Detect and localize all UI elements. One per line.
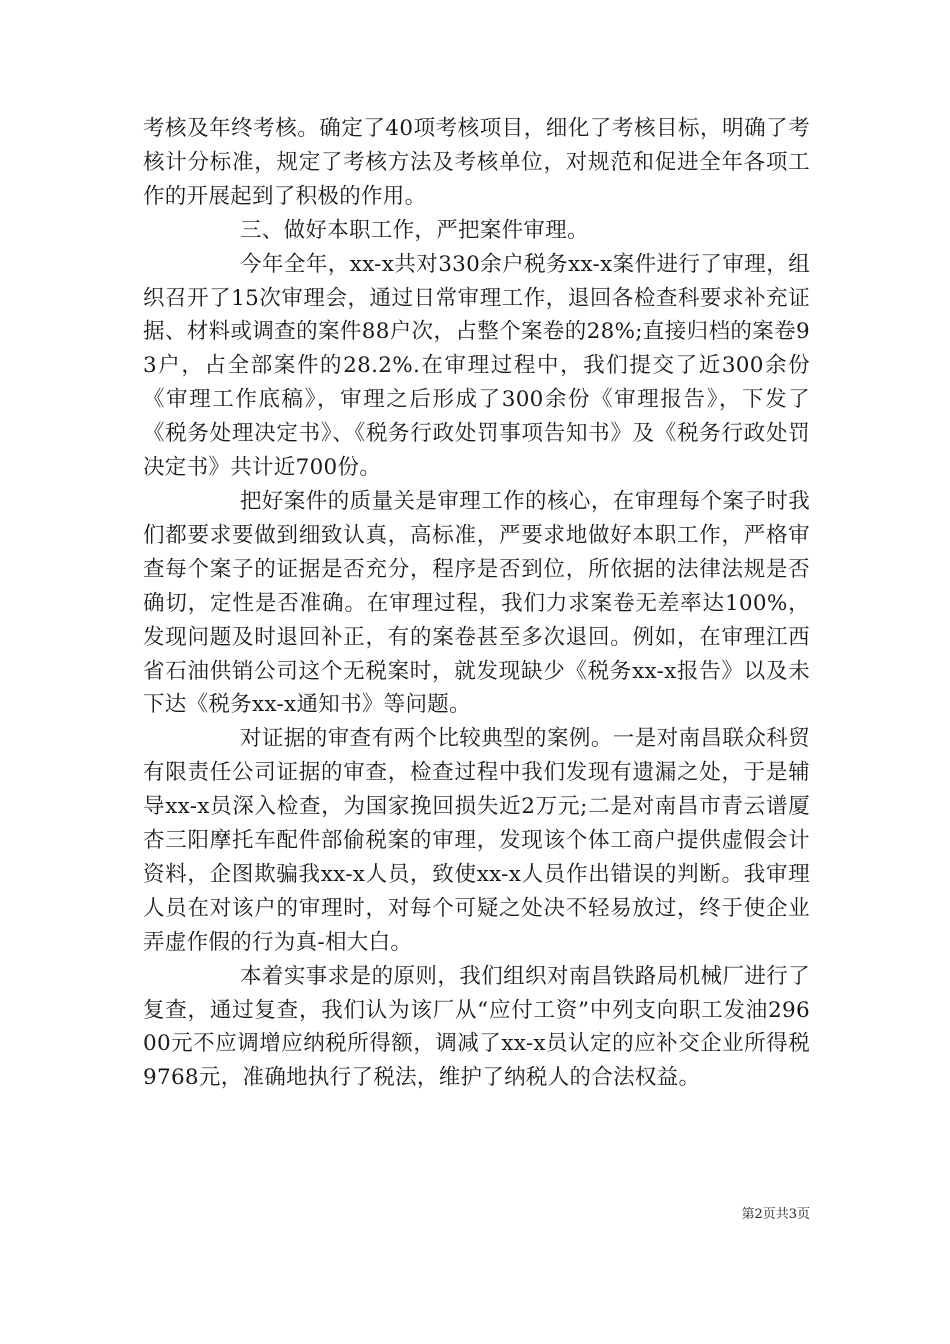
page-number: 第2页共3页 [741,1207,810,1222]
paragraph: 本着实事求是的原则，我们组织对南昌铁路局机械厂进行了复查，通过复查，我们认为该厂从“应付工资”中列支向职工发油29600元不应调增应纳税所得额，调减了xx-x员认定的应补交企业所得税9768元，准确地执行了税法，维护了纳税人的合法权益。 [143,963,810,1091]
paragraph: 今年全年，xx-x共对330余户税务xx-x案件进行了审理，组织召开了15次审理会，通过日常审理工作，退回各检查科要求补充证据、材料或调查的案件88户次，占整个案卷的28%;直接归档的案卷93户，占全部案件的28.2%.在审理过程中，我们提交了近300余份《审理工作底稿》，审理之后形成了300余份《审理报告》，下发了《税务处理决定书》、《税务行政处罚事项告知书》及《税务行政处罚决定书》共计近700份。 [143,251,810,481]
paragraph-continuation: 考核及年终考核。确定了40项考核项目，细化了考核目标，明确了考核计分标准，规定了考核方法及考核单位，对规范和促进全年各项工作的开展起到了积极的作用。 [143,116,810,209]
paragraph: 对证据的审查有两个比较典型的案例。一是对南昌联众科贸有限责任公司证据的审查，检查过程中我们发现有遗漏之处，于是辅导xx-x员深入检查，为国家挽回损失近2万元;二是对南昌市青云谱厦杏三阳摩托车配件部偷税案的审理，发现该个体工商户提供虚假会计资料，企图欺骗我xx-x人员，致使xx-x人员作出错误的判断。我审理人员在对该户的审理时，对每个可疑之处决不轻易放过，终于使企业弄虚作假的行为真-相大白。 [143,726,810,955]
document-body [143,112,810,1095]
paragraph: 把好案件的质量关是审理工作的核心，在审理每个案子时我们都要求要做到细致认真，高标准，严要求地做好本职工作，严格审查每个案子的证据是否充分，程序是否到位，所依据的法律法规是否确切，定性是否准确。在审理过程，我们力求案卷无差率达100%，发现问题及时退回补正，有的案卷甚至多次退回。例如，在审理江西省石油供销公司这个无税案时，就发现缺少《税务xx-x报告》以及未下达《税务xx-x通知书》等问题。 [143,488,810,718]
section-heading: 三、做好本职工作，严把案件审理。 [240,217,589,243]
